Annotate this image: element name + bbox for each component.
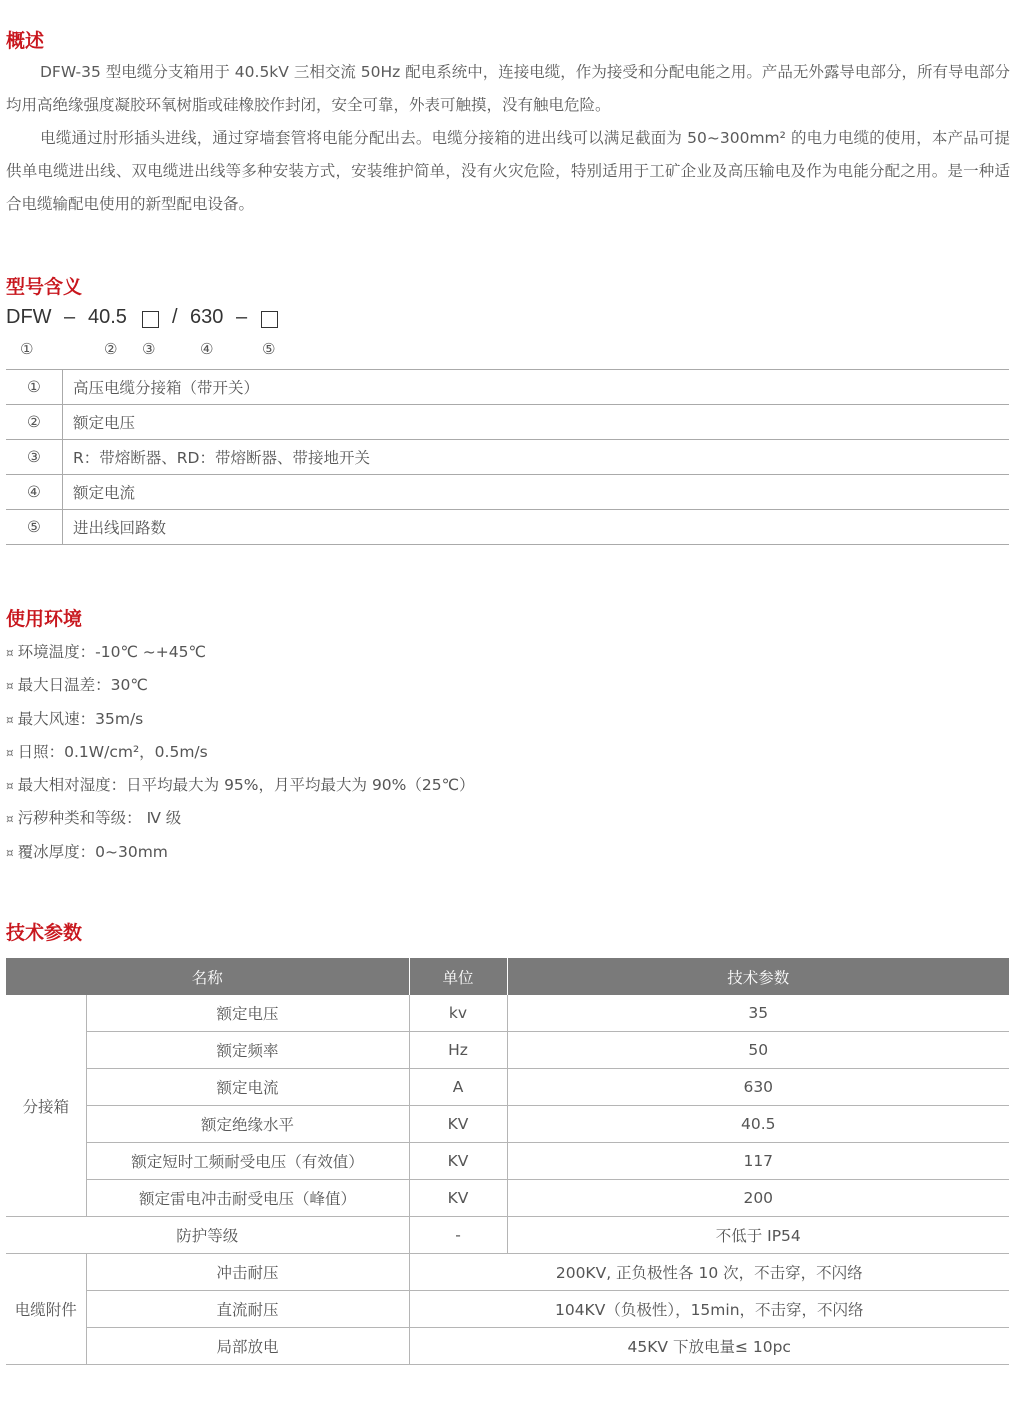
table-row <box>6 1254 1009 1291</box>
list-item <box>6 703 475 736</box>
meaning-num: ② <box>6 405 63 440</box>
overview-paragraph-2 <box>6 122 1010 221</box>
env-item-text: 污秽种类和等级： Ⅳ 级 <box>17 809 182 828</box>
param-name: 额定绝缘水平 <box>86 1106 409 1143</box>
group-label: 电缆附件 <box>6 1254 86 1365</box>
model-current: 630 <box>190 306 224 328</box>
env-item-text: 环境温度：-10℃ ~+45℃ <box>17 643 206 661</box>
tech-params-table <box>6 958 1009 1365</box>
meaning-num: ⑤ <box>6 510 63 545</box>
table-row <box>6 1069 1009 1106</box>
param-value: 40.5 <box>507 1106 1009 1143</box>
param-name: 额定电流 <box>86 1069 409 1106</box>
meaning-num: ④ <box>6 475 63 510</box>
bullet-icon: ¤ <box>6 646 14 660</box>
param-name: 局部放电 <box>86 1328 409 1365</box>
marker-4: ④ <box>200 340 214 358</box>
table-row <box>6 1106 1009 1143</box>
bullet-icon: ¤ <box>6 745 14 760</box>
meaning-num: ③ <box>6 440 63 475</box>
meaning-row <box>6 370 1009 405</box>
model-placeholder-box-1 <box>142 311 159 328</box>
param-unit: KV <box>409 1143 507 1180</box>
env-item-text: 最大风速：35m/s <box>17 709 144 728</box>
param-value: 不低于 IP54 <box>507 1217 1009 1254</box>
header-name: 名称 <box>6 958 409 995</box>
env-item-text: 最大日温差：30℃ <box>17 676 148 695</box>
meaning-row <box>6 510 1009 545</box>
param-name: 冲击耐压 <box>86 1254 409 1291</box>
env-item-text: 覆冰厚度：0~30mm <box>17 842 168 861</box>
param-value: 630 <box>507 1069 1009 1106</box>
list-item <box>6 736 475 769</box>
header-value: 技术参数 <box>507 958 1009 995</box>
model-title: 型号含义 <box>6 276 83 298</box>
param-value: 117 <box>507 1143 1009 1180</box>
model-voltage: 40.5 <box>88 306 127 328</box>
list-item <box>6 636 475 669</box>
meaning-row <box>6 475 1009 510</box>
table-row <box>6 1217 1009 1254</box>
meaning-text: 进出线回路数 <box>63 510 1010 545</box>
meaning-text: 额定电流 <box>63 475 1010 510</box>
list-item <box>6 669 475 702</box>
overview-paragraph-2-text: 电缆通过肘形插头进线，通过穿墙套管将电能分配出去。电缆分接箱的进出线可以满足截面为 50~300mm² 的电力电缆的使用，本产品可提供单电缆进出线、双电缆进出线等多种安装方式，安装维护简单，没有火灾危险，特别适用于工矿企业及高压输电及作为电能分配之用。是一种适合电缆输配电使用的新型配电设备。 <box>6 129 1010 213</box>
environment-list <box>6 636 475 869</box>
overview-title: 概述 <box>6 30 45 52</box>
meaning-row <box>6 440 1009 475</box>
overview-paragraph-1 <box>6 56 1010 122</box>
param-unit: Hz <box>409 1032 507 1069</box>
param-name: 额定雷电冲击耐受电压（峰值） <box>86 1180 409 1217</box>
table-row <box>6 995 1009 1032</box>
marker-1: ① <box>20 340 34 358</box>
model-prefix: DFW <box>6 306 52 328</box>
param-unit: - <box>409 1217 507 1254</box>
table-row <box>6 1143 1009 1180</box>
param-value: 50 <box>507 1032 1009 1069</box>
param-value: 35 <box>507 995 1009 1032</box>
bullet-icon: ¤ <box>6 812 14 827</box>
param-name: 额定电压 <box>86 995 409 1032</box>
meaning-num: ① <box>6 370 63 405</box>
param-value: 104KV（负极性），15min，不击穿，不闪络 <box>409 1291 1009 1328</box>
env-item-text: 最大相对湿度：日平均最大为 95%，月平均最大为 90%（25℃） <box>17 776 475 795</box>
meaning-text: 额定电压 <box>63 405 1010 440</box>
marker-2: ② <box>104 340 118 358</box>
environment-title: 使用环境 <box>6 608 83 630</box>
model-placeholder-box-2 <box>261 311 278 328</box>
tech-title: 技术参数 <box>6 922 83 944</box>
param-unit: KV <box>409 1180 507 1217</box>
list-item <box>6 836 475 869</box>
param-unit: KV <box>409 1106 507 1143</box>
bullet-icon: ¤ <box>6 679 14 694</box>
marker-3: ③ <box>142 340 156 358</box>
list-item <box>6 769 475 802</box>
table-header-row <box>6 958 1009 995</box>
header-unit: 单位 <box>409 958 507 995</box>
meaning-text: R：带熔断器、RD：带熔断器、带接地开关 <box>63 440 1010 475</box>
param-unit: A <box>409 1069 507 1106</box>
model-meaning-table <box>6 369 1009 545</box>
meaning-row <box>6 405 1009 440</box>
table-row <box>6 1032 1009 1069</box>
table-row <box>6 1291 1009 1328</box>
param-name: 额定频率 <box>86 1032 409 1069</box>
table-row <box>6 1328 1009 1365</box>
param-name: 直流耐压 <box>86 1291 409 1328</box>
marker-5: ⑤ <box>262 340 276 358</box>
model-dash-1: – <box>64 306 76 328</box>
bullet-icon: ¤ <box>6 779 14 794</box>
group-label: 分接箱 <box>6 995 86 1217</box>
param-name: 防护等级 <box>6 1217 409 1254</box>
model-slash: / <box>172 306 178 328</box>
param-value: 200 <box>507 1180 1009 1217</box>
list-item <box>6 802 475 835</box>
env-item-text: 日照：0.1W/cm²，0.5m/s <box>17 742 208 761</box>
bullet-icon: ¤ <box>6 712 14 727</box>
meaning-text: 高压电缆分接箱（带开关） <box>63 370 1010 405</box>
param-value: 45KV 下放电量≤ 10pc <box>409 1328 1009 1365</box>
param-value: 200KV, 正负极性各 10 次，不击穿，不闪络 <box>409 1254 1009 1291</box>
param-name: 额定短时工频耐受电压（有效值） <box>86 1143 409 1180</box>
overview-paragraph-1-text: DFW-35 型电缆分支箱用于 40.5kV 三相交流 50Hz 配电系统中，连接电缆，作为接受和分配电能之用。产品无外露导电部分，所有导电部分均用高绝缘强度凝胶环氧树脂或硅橡胶作封闭，安全可靠，外表可触摸，没有触电危险。 <box>6 63 1010 114</box>
param-unit: kv <box>409 995 507 1032</box>
table-row <box>6 1180 1009 1217</box>
model-dash-2: – <box>236 306 248 328</box>
bullet-icon: ¤ <box>6 845 14 860</box>
